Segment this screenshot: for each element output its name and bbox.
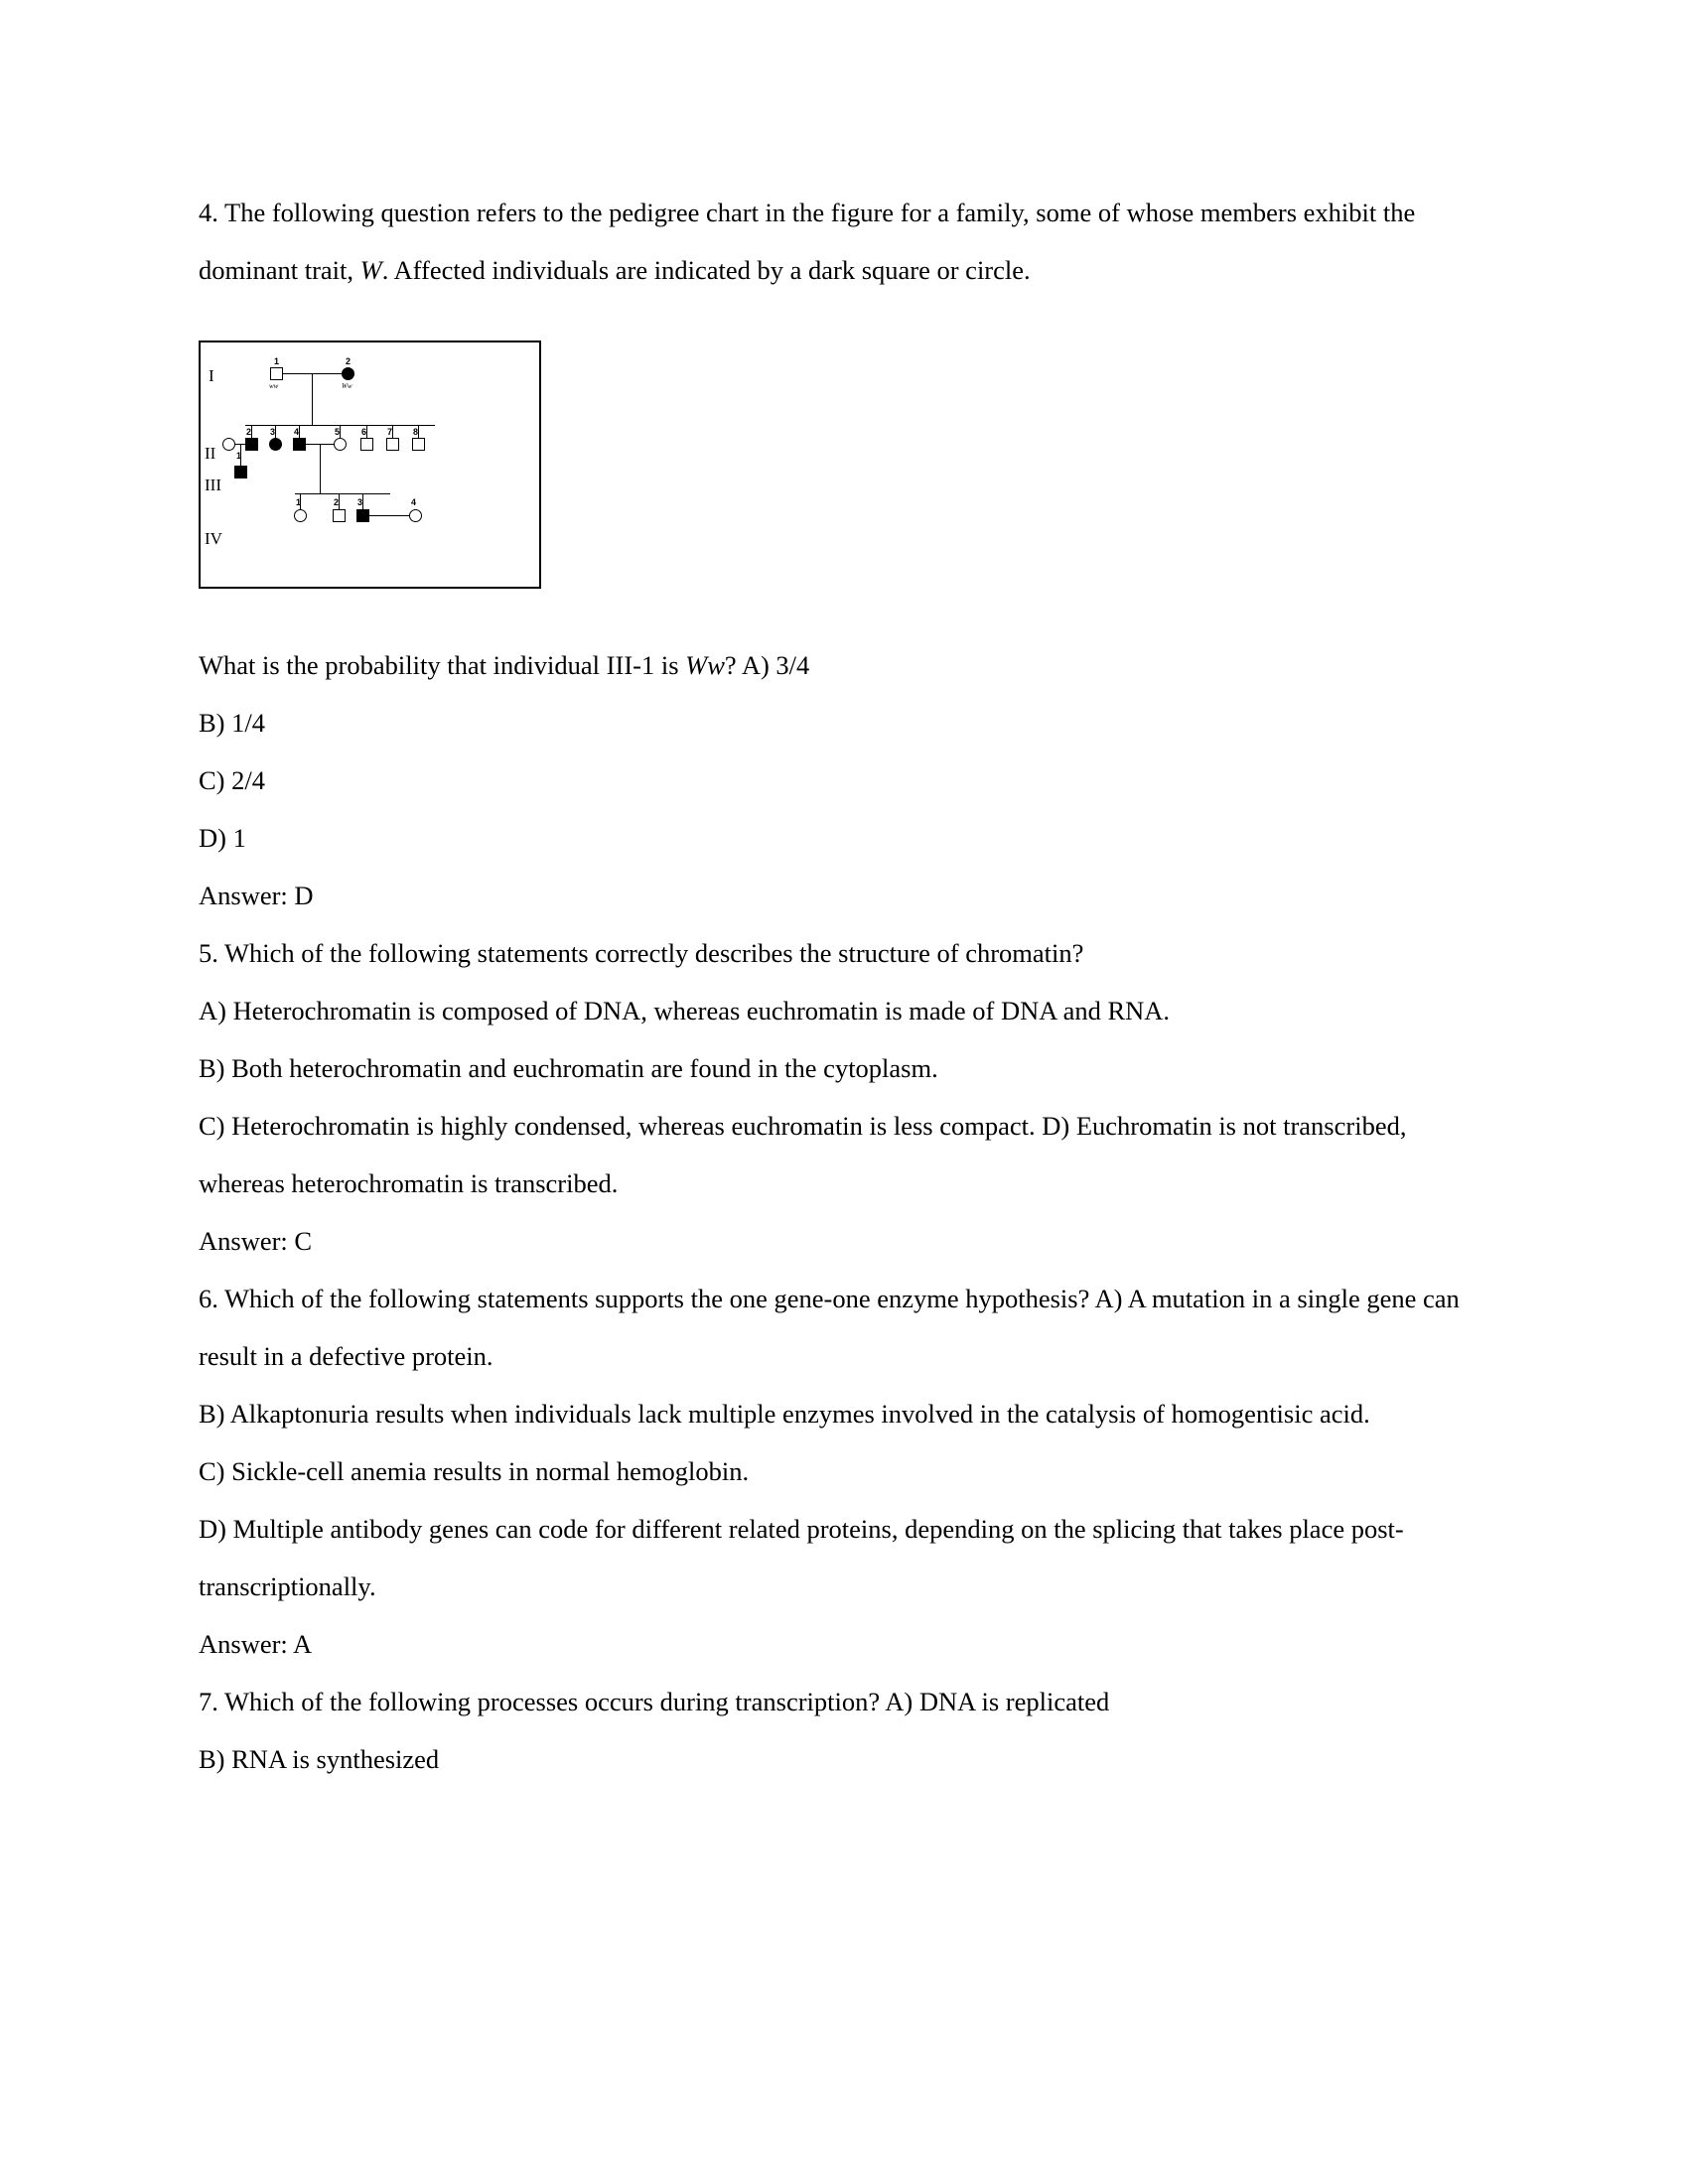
- q4-question-italic: Ww: [685, 650, 725, 680]
- individual-II-7: [386, 438, 399, 451]
- drop-line-II-8: [418, 425, 419, 438]
- option-q5-a: A) Heterochromatin is composed of DNA, whereas euchromatin is made of DNA and RNA.: [199, 996, 1171, 1025]
- generation-label-III: III: [205, 476, 221, 494]
- mating-line-IV: [369, 515, 409, 516]
- individual-IV-1: [294, 509, 307, 522]
- label-I-2: 2: [346, 356, 352, 366]
- label-II-6: 6: [361, 427, 367, 437]
- option-q6-d: D) Multiple antibody genes can code for different related proteins, depending on the splicing that takes place post-transcriptionally.: [199, 1514, 1404, 1601]
- option-q4-c: C) 2/4: [199, 765, 265, 795]
- option-q6-c: C) Sickle-cell anemia results in normal hemoglobin.: [199, 1456, 750, 1486]
- drop-line-II-6: [366, 425, 367, 438]
- q4-question-post: ? A) 3/4: [724, 650, 810, 680]
- individual-II-1: [222, 438, 235, 451]
- generation-label-I: I: [209, 366, 214, 385]
- q4-stem-text: 4. The following question refers to the pedigree chart in the figure for a family, some of whose members exhibit the dominant trait,: [199, 198, 1416, 285]
- paragraph-q4-question: [199, 636, 1489, 694]
- drop-line-II-2: [251, 425, 252, 438]
- option-q5-cd: C) Heterochromatin is highly condensed, whereas euchromatin is less compact. D) Euchromatin is not transcribed, whereas heterochromatin is transcribed.: [199, 1111, 1407, 1198]
- drop-line-II-4: [299, 425, 300, 438]
- individual-II-8: [412, 438, 425, 451]
- label-II-3: 3: [270, 427, 276, 437]
- individual-I-1: [270, 367, 283, 380]
- individual-II-3: [269, 438, 282, 451]
- paragraph-q7-stem: 7. Which of the following processes occurs during transcription? A) DNA is replicated: [199, 1687, 1110, 1716]
- genotype-I-2: Ww: [342, 382, 352, 390]
- individual-II-2: [245, 438, 258, 451]
- drop-line-II-5: [340, 425, 341, 438]
- label-II-4: 4: [294, 427, 300, 437]
- genotype-I-1: ww: [269, 382, 279, 390]
- paragraph-q6-stem: 6. Which of the following statements supports the one gene-one enzyme hypothesis? A) A mutation in a single gene can result in a defective protein.: [199, 1284, 1460, 1371]
- label-IV-3: 3: [357, 497, 363, 507]
- individual-II-4: [293, 438, 306, 451]
- option-q7-b: B) RNA is synthesized: [199, 1744, 440, 1774]
- option-q5-b: B) Both heterochromatin and euchromatin are found in the cytoplasm.: [199, 1053, 938, 1083]
- answer-q4: Answer: D: [199, 881, 314, 910]
- label-II-5: 5: [335, 427, 341, 437]
- q4-stem-cont: . Affected individuals are indicated by a dark square or circle.: [381, 255, 1031, 285]
- label-II-7: 7: [387, 427, 393, 437]
- paragraph-q5-stem: 5. Which of the following statements correctly describes the structure of chromatin?: [199, 938, 1084, 968]
- label-IV-4: 4: [411, 497, 417, 507]
- individual-IV-3: [356, 509, 369, 522]
- option-q4-d: D) 1: [199, 823, 246, 853]
- label-II-2: 2: [246, 427, 252, 437]
- drop-line-II-3: [275, 425, 276, 438]
- paragraph-q4-stem: [199, 184, 1489, 299]
- descent-line-I: [312, 373, 313, 425]
- drop-line-IV-3: [362, 493, 363, 509]
- label-IV-1: 1: [296, 497, 302, 507]
- generation-label-IV: IV: [205, 529, 222, 548]
- individual-IV-2: [333, 509, 346, 522]
- drop-line-II-7: [392, 425, 393, 438]
- individual-IV-4: [409, 509, 422, 522]
- drop-line-IV-2: [339, 493, 340, 509]
- individual-I-2: [342, 367, 354, 380]
- individual-II-5: [334, 438, 347, 451]
- label-III-1: 1: [236, 451, 242, 461]
- q4-stem-italic: W: [359, 255, 382, 285]
- q4-question-pre: What is the probability that individual III-1 is: [199, 650, 686, 680]
- individual-III-1: [234, 466, 247, 478]
- pedigree-chart-box: [199, 341, 541, 589]
- descent-line-II-4-5: [320, 444, 321, 493]
- option-q6-b: B) Alkaptonuria results when individuals lack multiple enzymes involved in the catalysis of homogentisic acid.: [199, 1399, 1370, 1429]
- label-I-1: 1: [274, 356, 280, 366]
- answer-q5: Answer: C: [199, 1226, 313, 1256]
- sibship-line-IV: [295, 493, 390, 494]
- answer-q6: Answer: A: [199, 1629, 313, 1659]
- generation-label-II: II: [205, 444, 216, 463]
- label-IV-2: 2: [334, 497, 340, 507]
- option-q4-b: B) 1/4: [199, 708, 265, 738]
- label-II-8: 8: [413, 427, 419, 437]
- individual-II-6: [360, 438, 373, 451]
- pedigree-figure: [199, 341, 1489, 589]
